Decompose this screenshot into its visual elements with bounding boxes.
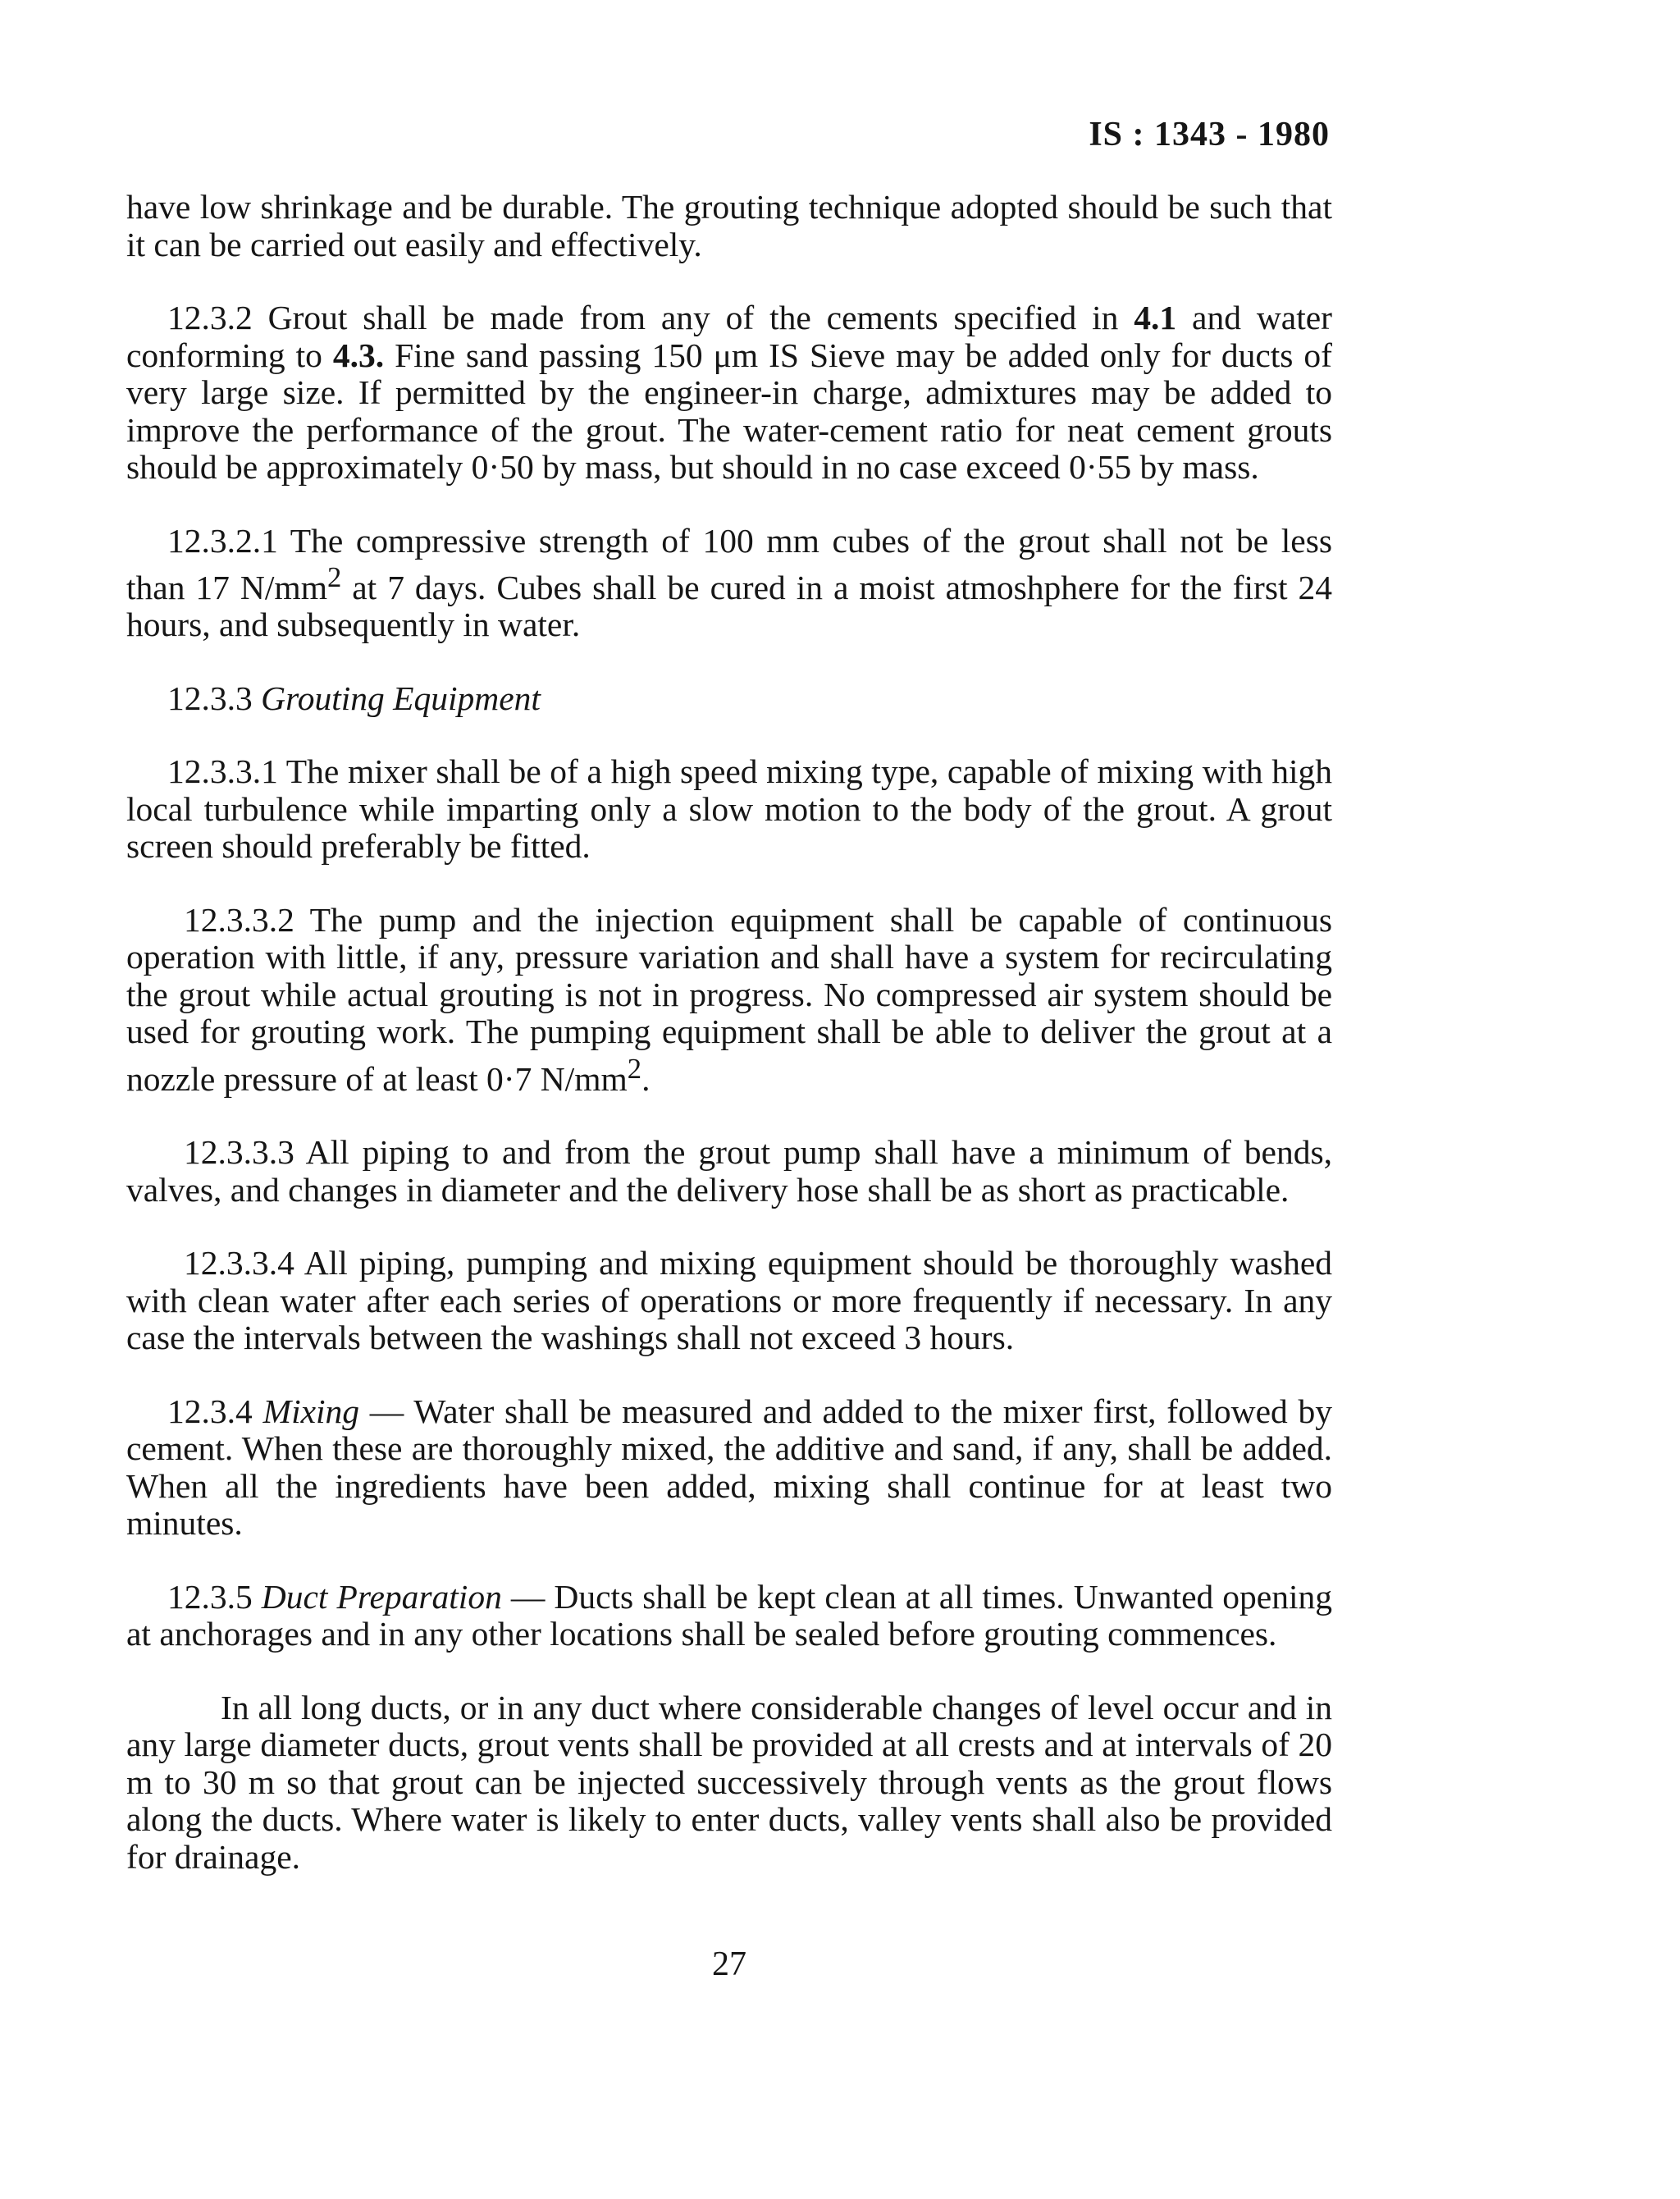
clause-number: 12.3.4: [167, 1392, 253, 1430]
superscript: 2: [326, 562, 342, 593]
clause-number: 12.3.3.1: [167, 752, 278, 791]
clause-title: Mixing: [262, 1392, 360, 1430]
clause-number: 12.3.3.2: [184, 900, 294, 939]
clause-text: All piping to and from the grout pump shall have a minimum of bends, valves, and changes in diameter and the delivery hose shall be as short as practicable.: [126, 1133, 1332, 1209]
clause-12-3-3-2: [126, 902, 1332, 1098]
clause-12-3-5: [126, 1579, 1332, 1653]
clause-12-3-3-4: [126, 1245, 1332, 1357]
clause-number: 12.3.2: [167, 299, 253, 336]
clause-number: 12.3.3.3: [184, 1133, 294, 1172]
document-body: [126, 189, 1332, 1912]
clause-text: and water conforming to: [126, 299, 1332, 374]
clause-12-3-2-1: [126, 523, 1332, 644]
clause-text: .: [641, 1059, 651, 1098]
clause-text: The mixer shall be of a high speed mixing type, capable of mixing with high local turbulence while imparting only a slow motion to the body of the grout. A grout screen should preferably be fitted.: [126, 752, 1332, 866]
clause-reference: 4.1: [1134, 299, 1177, 336]
paragraph-vents: [126, 1689, 1332, 1877]
superscript: 2: [627, 1053, 642, 1085]
page-number: 27: [712, 1945, 746, 1983]
clause-text: The pump and the injection equipment shall be capable of continuous operation with little, if any, pressure variation and shall have a system for recirculating the grout while actual grouting is not in progress. No compressed air system should be used for grouting work. The pumping equipment shall be able to deliver the grout at a nozzle pressure of at least 0·7 N/mm: [126, 900, 1332, 1098]
clause-text: Fine sand passing 150 μm IS Sieve may be added only for ducts of very large size. If permitted by the engineer-in charge, admixtures may be added to improve the performance of the grout. The water-cement ratio for neat cement grouts should be approximately 0·50 by mass, but should in no case exceed 0·55 by mass.: [126, 336, 1333, 486]
paragraph-text: have low shrinkage and be durable. The grouting technique adopted should be such that it can be carried out easily and effectively.: [126, 188, 1332, 263]
clause-12-3-4: [126, 1393, 1332, 1543]
clause-12-3-2: [126, 299, 1332, 487]
paragraph-continuation: [126, 189, 1332, 263]
clause-number: 12.3.2.1: [167, 521, 278, 560]
clause-text: Grout shall be made from any of the cements specified in: [252, 299, 1134, 336]
clause-reference: 4.3.: [332, 336, 385, 374]
clause-text: at 7 days. Cubes shall be cured in a moist atmoshphere for the first 24 hours, and subsequently in water.: [126, 568, 1332, 644]
clause-text: — Ducts shall be kept clean at all times. Unwanted opening at anchorages and in any other locations shall be sealed before grouting commences.: [126, 1577, 1332, 1653]
clause-12-3-3-1: [126, 753, 1332, 866]
paragraph-text: In all long ducts, or in any duct where considerable changes of level occur and in any large diameter ducts, grout vents shall be provided at all crests and at intervals of 20 m to 30 m so that grout can be injected successively through vents as the grout flows along the ducts. Where water is likely to enter ducts, valley vents shall also be provided for drainage.: [126, 1688, 1332, 1876]
clause-12-3-3-heading: [126, 680, 1332, 718]
clause-number: 12.3.5: [167, 1577, 253, 1616]
clause-text: — Water shall be measured and added to the mixer first, followed by cement. When these are thoroughly mixed, the additive and sand, if any, shall be added. When all the ingredients have been added, mixing shall continue for at least two minutes.: [126, 1392, 1333, 1543]
clause-title: Duct Preparation: [261, 1577, 502, 1616]
document-code-header: IS : 1343 - 1980: [1089, 116, 1330, 153]
clause-text: All piping, pumping and mixing equipment should be thoroughly washed with clean water after each series of operations or more frequently if necessary. In any case the intervals between the washings shall not exceed 3 hours.: [126, 1244, 1332, 1357]
clause-number: 12.3.3: [167, 679, 253, 717]
clause-12-3-3-3: [126, 1134, 1332, 1209]
clause-number: 12.3.3.4: [184, 1244, 294, 1282]
clause-text: The compressive strength of 100 mm cubes of the grout shall not be less than 17 N/mm: [126, 521, 1332, 606]
clause-title: Grouting Equipment: [261, 679, 541, 717]
